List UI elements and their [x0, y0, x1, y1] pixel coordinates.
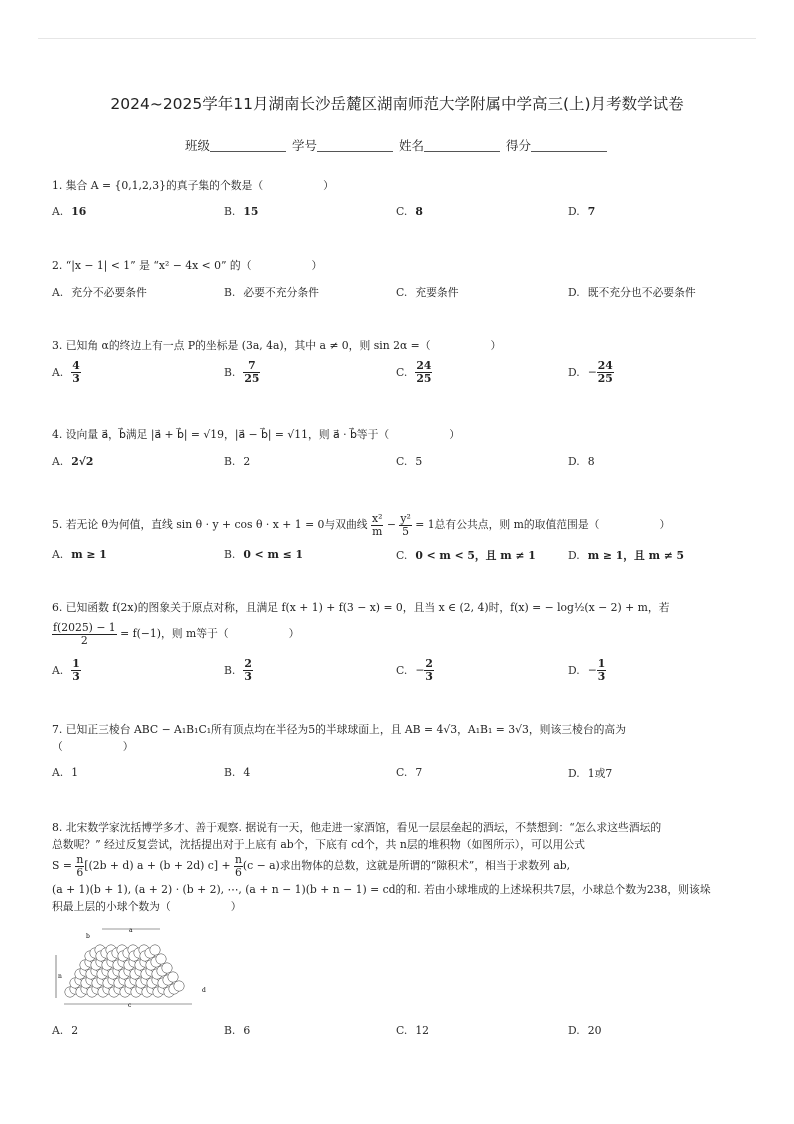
question-7-line2: [52, 739, 742, 755]
fig-label-c: c: [128, 1002, 132, 1008]
question-8-l5: [52, 899, 742, 915]
fraction: [415, 360, 432, 385]
numerator: 7: [243, 360, 260, 373]
option-text: m ≥ 1: [71, 548, 107, 561]
formula-tail: (c − a)求出物体的总数，这就是所谓的“隙积术”，相当于求数列 ab,: [242, 859, 571, 872]
option-d[interactable]: [568, 548, 684, 563]
option-c[interactable]: [396, 1024, 429, 1037]
option-a[interactable]: [52, 1024, 78, 1037]
option-text: 0 < m < 5，且 m ≠ 1: [415, 549, 536, 562]
option-label: A.: [52, 663, 64, 677]
option-text: 1或7: [587, 767, 613, 780]
question-1: [52, 178, 742, 194]
option-b[interactable]: [224, 548, 303, 561]
numerator: 1: [72, 657, 80, 670]
option-text: 2: [71, 1024, 79, 1037]
question-6-options: [52, 658, 742, 688]
question-2: [52, 258, 742, 274]
option-text: m ≥ 1，且 m ≠ 5: [587, 549, 685, 562]
numerator: 1: [597, 657, 606, 670]
option-text: 12: [415, 1024, 430, 1037]
question-6-stem-end: = f(−1)，则 m等于（: [120, 627, 229, 640]
question-7-stem: 7. 已知正三棱台 ABC − A₁B₁C₁所有顶点均在半径为5的半球球面上，且 AB = 4√3，A₁B₁ = 3√3，则该三棱台的高为: [52, 723, 627, 736]
question-5-close: ）: [659, 518, 671, 531]
denominator: 5: [402, 524, 410, 538]
numerator: 4: [72, 359, 80, 372]
question-8-l3: [52, 853, 742, 879]
option-label: A.: [52, 205, 64, 218]
option-label: A.: [52, 365, 64, 379]
fraction: [243, 360, 260, 385]
option-label: D.: [568, 1024, 580, 1037]
minus-sign: −: [587, 365, 597, 379]
option-label: C.: [396, 205, 408, 218]
question-5-stem-end: = 1总有公共点，则 m的取值范围是（: [415, 518, 600, 531]
ball-stack: [65, 945, 184, 997]
option-label: B.: [224, 1024, 236, 1037]
numerator: 2: [425, 657, 433, 670]
question-4-stem: 4. 设向量 a⃗，b⃗满足 |a⃗ + b⃗| = √19，|a⃗ − b⃗| = √11，则 a⃗ · b⃗等于（: [52, 428, 390, 441]
option-label: A.: [52, 455, 64, 468]
option-b[interactable]: [224, 1024, 250, 1037]
question-1-close: ）: [323, 179, 334, 192]
question-7-options: [52, 766, 742, 796]
option-label: B.: [224, 205, 236, 218]
question-1-stem: 1. 集合 A = {0,1,2,3}的真子集的个数是（: [52, 179, 264, 192]
option-text: 既不充分也不必要条件: [587, 286, 696, 299]
option-c[interactable]: [396, 285, 459, 300]
option-label: D.: [568, 663, 580, 677]
option-b[interactable]: [224, 766, 250, 779]
option-text: 必要不充分条件: [243, 286, 319, 299]
ball: [162, 963, 172, 973]
option-text: 1: [71, 766, 79, 779]
denominator: 2: [80, 633, 88, 647]
id-label: 学号: [291, 138, 317, 153]
fraction: [234, 854, 243, 879]
option-label: D.: [568, 205, 580, 218]
option-text: 6: [243, 1024, 251, 1037]
question-2-stem: 2. “|x − 1| < 1” 是 “x² − 4x < 0” 的（: [52, 259, 252, 272]
option-b[interactable]: [224, 205, 258, 218]
option-a[interactable]: [52, 205, 86, 218]
question-8: [52, 820, 742, 836]
fig-label-b: b: [86, 933, 90, 940]
fraction: [71, 360, 81, 385]
numerator: 2: [244, 657, 252, 670]
numerator: n: [76, 852, 84, 866]
fig-label-a: a: [129, 927, 133, 934]
numerator: 24: [597, 359, 613, 372]
question-8-line4: (a + 1)(b + 1), (a + 2) · (b + 2), ⋯, (a + n − 1)(b + n − 1) = cd的和. 若由小球堆成的上述垛积共7层，小球总个数为238，则该垛: [52, 883, 711, 896]
score-label: 得分: [505, 138, 531, 153]
option-d[interactable]: [568, 455, 595, 468]
denominator: 3: [72, 372, 80, 385]
option-d[interactable]: [568, 205, 595, 218]
option-text: 7: [587, 205, 596, 218]
fraction: [371, 513, 383, 538]
question-8-line1: 8. 北宋数学家沈括博学多才、善于观察. 据说有一天，他走进一家酒馆，看见一层层垒起的酒坛，不禁想到：“怎么求这些酒坛的: [52, 821, 662, 834]
option-d[interactable]: [568, 285, 696, 300]
denominator: 6: [235, 865, 242, 879]
option-label: C.: [396, 1024, 408, 1037]
option-b[interactable]: [224, 285, 319, 300]
option-text: 15: [243, 205, 259, 218]
question-2-options: [52, 285, 742, 315]
question-7-open: （: [52, 740, 63, 753]
question-3-close: ）: [490, 339, 502, 352]
question-8-l2: [52, 837, 742, 853]
ball: [168, 972, 178, 982]
option-b[interactable]: [224, 360, 260, 385]
question-6: [52, 600, 742, 616]
fig-label-n: n: [58, 973, 62, 980]
name-label: 姓名: [398, 138, 424, 153]
option-text: 充分不必要条件: [71, 286, 147, 299]
denominator: 25: [244, 372, 260, 385]
student-info-row: [0, 136, 794, 154]
option-a[interactable]: [52, 360, 81, 385]
numerator: 24: [416, 359, 432, 372]
option-label: D.: [568, 286, 580, 299]
option-label: B.: [224, 663, 236, 677]
fraction: [399, 513, 411, 538]
numerator: x²: [372, 511, 383, 525]
option-text: 8: [587, 455, 595, 468]
option-text: 8: [415, 205, 423, 218]
option-label: B.: [224, 766, 236, 779]
option-text: 4: [243, 766, 251, 779]
question-4-options: [52, 455, 742, 485]
question-6-line2: [52, 620, 742, 648]
question-7-close: ）: [122, 740, 134, 753]
id-blank[interactable]: [317, 139, 393, 152]
formula-body: [(2b + d) a + (b + 2d) c] +: [84, 859, 231, 872]
denominator: 6: [76, 865, 84, 879]
question-5-options: [52, 548, 742, 578]
option-label: C.: [396, 286, 408, 299]
option-a[interactable]: [52, 455, 93, 468]
option-text: 5: [415, 455, 423, 468]
denominator: 3: [425, 670, 433, 683]
question-3: [52, 338, 742, 354]
question-5: [52, 512, 742, 538]
fraction: [424, 658, 434, 683]
question-4-close: ）: [449, 428, 460, 441]
option-label: C.: [396, 663, 408, 677]
denominator: 25: [597, 372, 613, 385]
fraction: [597, 658, 607, 683]
option-d[interactable]: [568, 766, 612, 781]
option-text: 7: [415, 766, 423, 779]
question-1-options: [52, 205, 742, 235]
page-title: 2024~2025学年11月湖南长沙岳麓区湖南师范大学附属中学高三(上)月考数学试卷: [110, 95, 684, 113]
option-text: 16: [71, 205, 87, 218]
formula-s: S =: [52, 859, 72, 872]
option-label: C.: [396, 766, 408, 779]
fraction: [71, 658, 81, 683]
question-6-close: ）: [288, 627, 300, 640]
question-7: [52, 722, 742, 738]
question-8-line2: 总数呢？” 经过反复尝试，沈括提出对于上底有 ab个，下底有 cd个，共 n层的堆积物（如图所示），可以用公式: [52, 838, 585, 851]
option-c[interactable]: [396, 658, 434, 683]
ball: [150, 945, 160, 955]
denominator: 3: [597, 670, 606, 683]
option-text: 充要条件: [415, 286, 459, 299]
ball: [174, 981, 184, 991]
option-label: A.: [52, 766, 64, 779]
option-label: A.: [52, 548, 64, 561]
question-8-options: [52, 1024, 742, 1054]
score-blank[interactable]: [531, 139, 607, 152]
denominator: 3: [72, 670, 80, 683]
question-8-l4: [52, 882, 742, 898]
fraction: [75, 854, 84, 879]
minus-sign: −: [587, 663, 597, 677]
option-c[interactable]: [396, 455, 422, 468]
numerator: n: [234, 852, 242, 866]
option-c[interactable]: [396, 205, 423, 218]
option-a[interactable]: [52, 658, 81, 683]
ball: [156, 954, 166, 964]
option-label: D.: [568, 455, 580, 468]
denominator: 3: [244, 670, 252, 683]
class-blank[interactable]: [210, 139, 286, 152]
option-a[interactable]: [52, 548, 107, 561]
question-3-options: [52, 360, 742, 390]
option-text: 2√2: [71, 455, 94, 468]
numerator: y²: [400, 511, 411, 525]
question-3-stem: 3. 已知角 α的终边上有一点 P的坐标是 (3a, 4a)，其中 a ≠ 0，则 sin 2α =（: [52, 339, 431, 352]
option-label: C.: [396, 455, 408, 468]
stacked-balls-figure: [52, 926, 212, 1008]
option-text: 20: [587, 1024, 602, 1037]
option-label: C.: [396, 549, 408, 562]
question-5-stem: 5. 若无论 θ为何值，直线 sin θ · y + cos θ · x + 1 = 0与双曲线: [52, 518, 368, 531]
option-c[interactable]: [396, 360, 432, 385]
option-label: D.: [568, 365, 580, 379]
denominator: m: [372, 524, 383, 538]
option-label: B.: [224, 286, 236, 299]
name-blank[interactable]: [424, 139, 500, 152]
option-a[interactable]: [52, 285, 147, 300]
question-4: [52, 427, 742, 443]
question-8-line5: 积最上层的小球个数为（: [52, 900, 171, 913]
option-d[interactable]: [568, 1024, 601, 1037]
top-rule: [38, 38, 756, 39]
option-b[interactable]: [224, 455, 250, 468]
option-label: D.: [568, 767, 580, 780]
option-text: 2: [243, 455, 251, 468]
option-label: B.: [224, 455, 236, 468]
option-label: C.: [396, 365, 408, 379]
denominator: 25: [416, 372, 432, 385]
minus-sign: −: [386, 518, 396, 531]
question-2-close: ）: [311, 259, 323, 272]
fig-label-d: d: [202, 987, 206, 994]
option-c[interactable]: [396, 548, 536, 563]
option-text: 0 < m ≤ 1: [243, 548, 303, 561]
option-b[interactable]: [224, 658, 253, 683]
question-6-stem: 6. 已知函数 f(2x)的图象关于原点对称，且满足 f(x + 1) + f(3 − x) = 0，且当 x ∈ (2, 4)时，f(x) = − log½(x − 2) + m，若: [52, 601, 670, 614]
option-label: B.: [224, 548, 236, 561]
option-d[interactable]: [568, 360, 614, 385]
option-c[interactable]: [396, 766, 422, 779]
option-label: A.: [52, 1024, 64, 1037]
minus-sign: −: [415, 663, 425, 677]
option-a[interactable]: [52, 766, 78, 779]
question-8-close: ）: [230, 900, 242, 913]
class-label: 班级: [184, 138, 210, 153]
numerator: f(2025) − 1: [53, 620, 116, 634]
fraction: [243, 658, 253, 683]
fraction: [52, 622, 117, 647]
option-label: B.: [224, 365, 236, 379]
option-label: A.: [52, 286, 64, 299]
option-label: D.: [568, 549, 580, 562]
option-d[interactable]: [568, 658, 606, 683]
fraction: [597, 360, 614, 385]
